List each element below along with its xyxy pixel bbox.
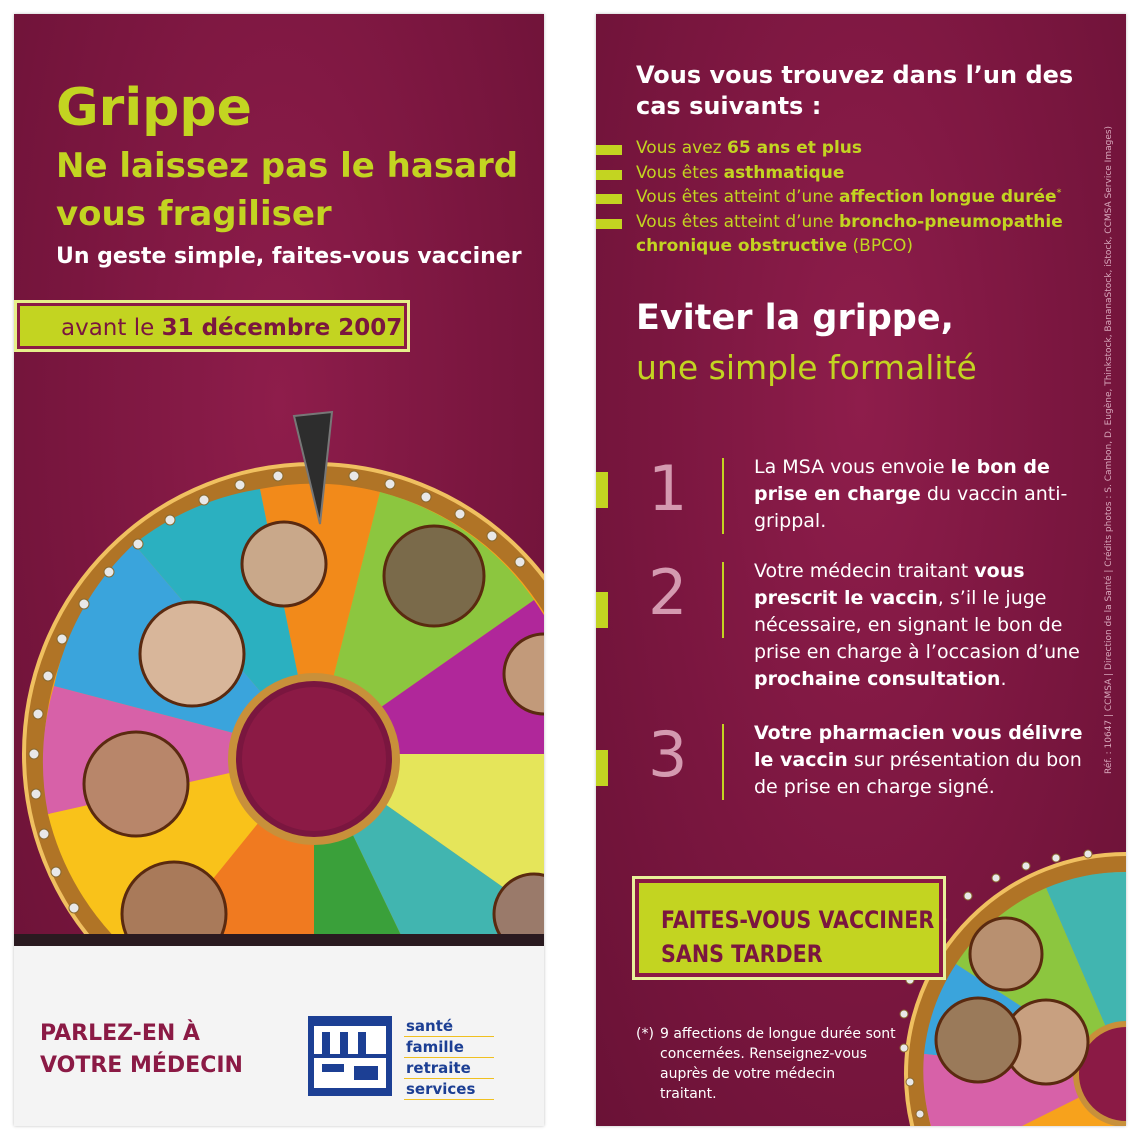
footer xyxy=(14,946,544,1126)
date-prefix: avant le xyxy=(61,315,162,341)
footnote-mark: (*) xyxy=(636,1026,654,1042)
subtitle: Ne laissez pas le hasard vous fragiliser xyxy=(56,146,519,234)
cta-line-2: SANS TARDER xyxy=(661,940,823,968)
step-text-part: du vaccin anti-grippal. xyxy=(754,483,1068,532)
section-title: Eviter la grippe, xyxy=(636,298,954,338)
cases-list xyxy=(596,138,1126,261)
case-bold: 65 ans et plus xyxy=(727,138,862,158)
tagline: Un geste simple, faites-vous vacciner xyxy=(56,244,522,269)
vaccinate-banner-text xyxy=(661,903,934,971)
step-1 xyxy=(596,452,1126,548)
step-text xyxy=(754,454,1094,535)
footer-cta: PARLEZ-EN À VOTRE MÉDECIN xyxy=(40,1021,243,1078)
step-3 xyxy=(596,718,1126,814)
step-text-bold: le bon de prise en charge xyxy=(754,456,1050,505)
step-text-part: La MSA vous envoie xyxy=(754,456,951,478)
step-divider xyxy=(722,724,724,800)
cases-heading: Vous vous trouvez dans l’un des cas suivants : xyxy=(636,61,1074,120)
case-bullet-icon xyxy=(596,145,622,155)
photo-credits: Réf. : 10647 | CCMSA | Direction de la Santé | Crédits photos : S. Cambon, D. Eugène, Thinkstock, BananaStock, iStock, CCMSA Service Images) xyxy=(1104,125,1114,774)
date-banner xyxy=(14,300,410,352)
case-item xyxy=(596,138,1126,163)
case-bold: chronique obstructive xyxy=(636,236,848,256)
step-bar-icon xyxy=(596,750,608,786)
case-item xyxy=(596,163,1126,188)
portrait-woman xyxy=(84,732,188,836)
step-number: 2 xyxy=(648,556,688,629)
step-text-bold: prochaine consultation xyxy=(754,668,1001,690)
msa-logo-icon xyxy=(308,1016,392,1096)
cta-line-1: FAITES-VOUS VACCINER xyxy=(661,906,935,934)
portrait-couple xyxy=(384,526,484,626)
step-number: 3 xyxy=(648,718,688,791)
step-text xyxy=(754,720,1094,801)
logo-word-services: services xyxy=(404,1079,494,1100)
step-text-part: sur présentation du bon de prise en charge signé. xyxy=(754,749,1082,798)
case-text: Vous êtes atteint d’une xyxy=(636,187,839,207)
case-text: Vous êtes xyxy=(636,162,724,183)
step-bar-icon xyxy=(596,592,608,628)
step-text-part: . xyxy=(1000,668,1007,690)
date-text xyxy=(61,315,402,341)
portrait-elderly-woman xyxy=(936,998,1020,1082)
step-2 xyxy=(596,556,1126,690)
case-bold: broncho-pneumopathie xyxy=(838,211,1063,232)
step-text-bold: vous prescrit le vaccin xyxy=(754,560,1025,609)
portrait-smiling-man xyxy=(140,602,244,706)
left-panel xyxy=(14,14,544,1126)
case-item xyxy=(596,212,1126,237)
portrait-sneezing-man xyxy=(242,522,326,606)
case-bullet-icon xyxy=(596,219,622,229)
page-title: Grippe xyxy=(56,78,252,138)
logo-word-sante: santé xyxy=(404,1016,494,1037)
case-bold: asthmatique xyxy=(723,162,845,183)
case-bullet-icon xyxy=(596,170,622,180)
case-bold: affection longue durée xyxy=(838,187,1057,207)
logo-word-retraite: retraite xyxy=(404,1058,494,1079)
footnote-text: 9 affections de longue durée sont concernées. Renseignez-vous auprès de votre médecin traitant. xyxy=(660,1026,896,1102)
step-number: 1 xyxy=(648,452,688,525)
step-bar-icon xyxy=(596,472,608,508)
right-panel xyxy=(596,14,1126,1126)
date-value: 31 décembre 2007 xyxy=(161,315,403,341)
step-text-bold: Votre pharmacien vous délivre le vaccin xyxy=(754,722,1083,771)
step-text-part: Votre médecin traitant xyxy=(754,560,975,582)
case-item xyxy=(596,187,1126,212)
vaccinate-banner xyxy=(632,876,946,980)
wheel-hub xyxy=(242,687,386,831)
step-divider xyxy=(722,458,724,534)
step-text-part: , s’il le juge nécessaire, en signant le bon de prise en charge à l’occasion d’une xyxy=(754,587,1080,663)
divider-strip xyxy=(14,934,544,946)
case-suffix: * xyxy=(1056,187,1062,199)
fortune-wheel-illustration xyxy=(14,394,544,934)
case-continuation xyxy=(596,236,1126,261)
case-text: Vous êtes atteint d’une xyxy=(636,211,839,232)
section-subtitle: une simple formalité xyxy=(636,348,977,387)
portrait-elderly-man xyxy=(970,918,1042,990)
case-text: (BPCO) xyxy=(847,236,913,256)
logo-word-famille: famille xyxy=(404,1037,494,1058)
msa-logo-words xyxy=(404,1016,494,1100)
step-text xyxy=(754,558,1094,693)
case-bullet-icon xyxy=(596,194,622,204)
step-divider xyxy=(722,562,724,638)
case-text: Vous avez xyxy=(636,138,728,158)
